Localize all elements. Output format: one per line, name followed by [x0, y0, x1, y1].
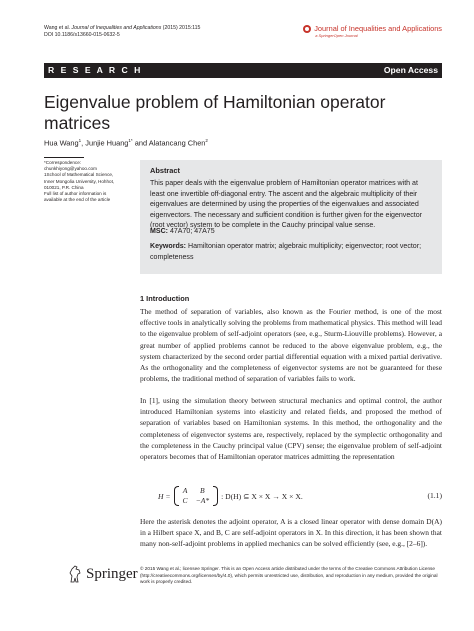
author-name[interactable]: Hua Wang	[44, 138, 79, 148]
springer-wordmark: Springer	[86, 565, 138, 582]
correspondence-line: Inner Mongolia University, Hohhot,	[44, 178, 115, 184]
citation-volume: (2015) 2015:115	[161, 25, 201, 31]
journal-logo[interactable]	[303, 24, 442, 38]
correspondence-divider	[44, 157, 84, 158]
msc-label: MSC:	[150, 228, 169, 235]
journal-subtitle: a SpringerOpen Journal	[315, 33, 358, 38]
author-list	[44, 138, 208, 147]
article-type-banner	[44, 63, 442, 78]
springeropen-circle-icon	[303, 25, 311, 33]
correspondence-block	[44, 160, 132, 203]
keywords-label: Keywords:	[150, 243, 187, 250]
matrix-entry: A	[182, 486, 188, 495]
author-name[interactable]: and Alatancang Chen	[132, 138, 206, 148]
equation-1-1	[140, 483, 442, 509]
journal-name: Journal of Inequalities and Applications	[314, 24, 442, 33]
open-access-label: Open Access	[383, 65, 438, 75]
license-text: © 2015 Wang et al.; licensee Springer. This is an Open Access article distributed under the terms of the Creative Commons Attribution License (http://creativecommons.org/licenses/by/4.0), which permits unrestricted use, distribution, and reproduction in any medium, provided the original work is properly credited.	[140, 566, 438, 585]
correspondence-line: 1School of Mathematical Science,	[44, 172, 114, 178]
section-heading: 1 Introduction	[140, 294, 190, 303]
equation-number: (1.1)	[427, 491, 442, 500]
citation-authors: Wang et al.	[44, 25, 72, 31]
abstract-heading: Abstract	[150, 166, 180, 175]
article-title: Eigenvalue problem of Hamiltonian operator matrices	[44, 92, 386, 133]
springer-horse-icon	[68, 565, 82, 583]
doi[interactable]: DOI 10.1186/s13660-015-0632-5	[44, 32, 120, 39]
correspondence-line: 010021, P.R. China	[44, 184, 84, 190]
correspondence-line: Full list of author information is	[44, 191, 107, 197]
equation-lhs: H =	[158, 491, 171, 501]
springer-logo[interactable]	[68, 565, 138, 583]
matrix-entry: −A*	[195, 496, 210, 505]
article-type-label: R E S E A R C H	[48, 65, 143, 75]
matrix-entry: C	[182, 496, 188, 505]
keywords-value: Hamiltonian operator matrix; algebraic multiplicity; eigenvector; root vector; completeness	[150, 243, 422, 261]
operator-matrix	[174, 486, 219, 506]
abstract-text: This paper deals with the eigenvalue problem of Hamiltonian operator matrices with at least one invertible off-diagonal entry. The ascent and the algebraic multiplicity of their eigenvalues are determined by using the properties of the eigenvalues and associated eigenvectors. The necessary and sufficient condition is further given for the eigenvector (root vector) system to be complete in the Cauchy principal value sense.	[150, 180, 422, 230]
paragraph: Here the asterisk denotes the adjoint operator, A is a closed linear operator with dense domain D(A) in a Hilbert space X, and B, C are self-adjoint operators in X. In this direction, it has been shown that many non-self-adjoint problems in applied mechanics can be solved efficiently (see, e.g., [2–6]).	[140, 517, 442, 549]
citation-block	[44, 25, 200, 39]
keywords-line	[150, 242, 434, 263]
msc-line	[150, 228, 215, 235]
citation-journal: Journal of Inequalities and Applications	[71, 25, 162, 31]
author-name[interactable]: , Junjie Huang	[81, 138, 129, 148]
equation-rhs: : D(H) ⊆ X × X → X × X.	[221, 491, 303, 501]
correspondence-line: available at the end of the article	[44, 197, 111, 203]
correspondence-email[interactable]: chunkhiyong@yahoo.com	[44, 166, 97, 172]
affiliation-mark: 1*	[128, 138, 133, 143]
paragraph: In [1], using the simulation theory between structural mechanics and optimal control, the author introduced Hamiltonian systems into elasticity and related fields, and proposed the method of separation of variables based on Hamiltonian systems. In this method, the orthogonality and the completeness of eigenvector systems are, respectively, replaced by the symplectic orthogonality and the completeness in the Cauchy principal value (CPV) sense; the eigenvalue problem of self-adjoint operators becomes that of Hamiltonian operator matrices admitting the representation	[140, 396, 442, 462]
paragraph: The method of separation of variables, also known as the Fourier method, is one of the most effective tools in analytically solving the problems from mathematical physics. This method will lead to the eigenvalue problem of self-adjoint operators (see, e.g., Sturm-Liouville problems). However, a great number of applied problems cannot be reduced to the above eigenvalue problem, e.g., the system characterized by the second order partial differential equation with a mixed partial derivative. As the orthogonality and the completeness of eigenvector systems are not be guaranteed for these problems, the traditional method of separation of variables fails to work.	[140, 307, 442, 384]
affiliation-mark: 2	[205, 138, 208, 143]
affiliation-mark: 1	[78, 138, 82, 143]
matrix-entry: B	[200, 486, 205, 495]
msc-value[interactable]: 47A70; 47A75	[168, 228, 215, 235]
correspondence-line: *Correspondence:	[44, 160, 82, 165]
citation-line	[44, 25, 200, 32]
